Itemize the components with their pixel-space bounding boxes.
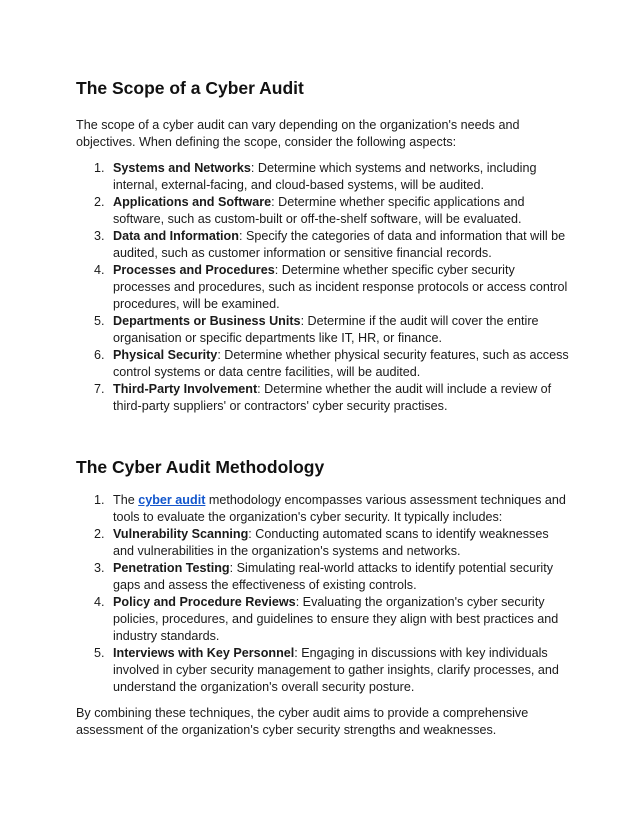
- list-number: 1.: [94, 161, 105, 175]
- list-term: Interviews with Key Personnel: [113, 646, 295, 660]
- list-number: 3.: [94, 229, 105, 243]
- list-number: 2.: [94, 195, 105, 209]
- list-term: Systems and Networks: [113, 161, 251, 175]
- list-item: [76, 228, 572, 262]
- list-item: [76, 381, 572, 415]
- section-heading-scope: The Scope of a Cyber Audit: [76, 78, 304, 98]
- list-text: : Engaging in discussions with key individuals involved in cyber security management to gather insights, clarify processes, and understand the organization's overall security posture.: [113, 646, 559, 694]
- list-item: [76, 526, 572, 560]
- list-text: : Evaluating the organization's cyber security policies, procedures, and guidelines to ensure they align with best practices and industry standards.: [113, 595, 559, 643]
- scope-aspects-list: [76, 160, 572, 415]
- list-text: : Determine whether physical security features, such as access control systems or data centre facilities, will be audited.: [113, 348, 569, 379]
- list-text: : Determine whether specific cyber security processes and procedures, such as incident response protocols or access control procedures, will be examined.: [113, 263, 568, 311]
- list-term: Vulnerability Scanning: [113, 527, 249, 541]
- list-item: [76, 262, 572, 313]
- list-number: 3.: [94, 561, 105, 575]
- list-item: [76, 313, 572, 347]
- list-term: Data and Information: [113, 229, 239, 243]
- list-number: 4.: [94, 263, 105, 277]
- list-number: 5.: [94, 646, 105, 660]
- list-item: [76, 560, 572, 594]
- list-number: 7.: [94, 382, 105, 396]
- scope-intro-paragraph: The scope of a cyber audit can vary depending on the organization's needs and objectives. When defining the scope, consider the following aspects:: [76, 118, 520, 149]
- list-item: [76, 347, 572, 381]
- list-item: [76, 594, 572, 645]
- list-text: : Determine whether specific applications and software, such as custom-built or off-the-shelf software, will be evaluated.: [113, 195, 525, 226]
- list-term: Third-Party Involvement: [113, 382, 258, 396]
- list-number: 4.: [94, 595, 105, 609]
- list-number: 6.: [94, 348, 105, 362]
- list-item: [76, 160, 572, 194]
- list-text: : Conducting automated scans to identify weaknesses and vulnerabilities in the organization's systems and networks.: [113, 527, 549, 558]
- list-term: Applications and Software: [113, 195, 272, 209]
- methodology-outro-paragraph: By combining these techniques, the cyber audit aims to provide a comprehensive assessment of the organization's cyber security strengths and weaknesses.: [76, 706, 529, 737]
- list-number: 1.: [94, 493, 105, 507]
- list-item: [76, 645, 572, 696]
- cyber-audit-link[interactable]: cyber audit: [138, 493, 206, 507]
- section-heading-methodology: The Cyber Audit Methodology: [76, 457, 325, 477]
- list-term: Policy and Procedure Reviews: [113, 595, 296, 609]
- list-item: [76, 194, 572, 228]
- list-text-prefix: The: [113, 493, 139, 507]
- list-term: Physical Security: [113, 348, 218, 362]
- list-text: : Determine whether the audit will include a review of third-party suppliers' or contractors' cyber security practises.: [113, 382, 552, 413]
- list-number: 2.: [94, 527, 105, 541]
- list-text: : Specify the categories of data and information that will be audited, such as customer information or sensitive financial records.: [113, 229, 566, 260]
- list-text: : Determine which systems and networks, including internal, external-facing, and cloud-based systems, will be audited.: [113, 161, 537, 192]
- list-text: methodology encompasses various assessment techniques and tools to evaluate the organization's cyber security. It typically includes:: [113, 493, 566, 524]
- list-number: 5.: [94, 314, 105, 328]
- list-term: Penetration Testing: [113, 561, 230, 575]
- list-term: Processes and Procedures: [113, 263, 275, 277]
- list-text: : Simulating real-world attacks to identify potential security gaps and assess the effectiveness of existing controls.: [113, 561, 554, 592]
- list-text: : Determine if the audit will cover the entire organisation or specific departments like IT, HR, or finance.: [113, 314, 539, 345]
- list-item: [76, 492, 572, 526]
- methodology-list: [76, 492, 572, 696]
- list-term: Departments or Business Units: [113, 314, 301, 328]
